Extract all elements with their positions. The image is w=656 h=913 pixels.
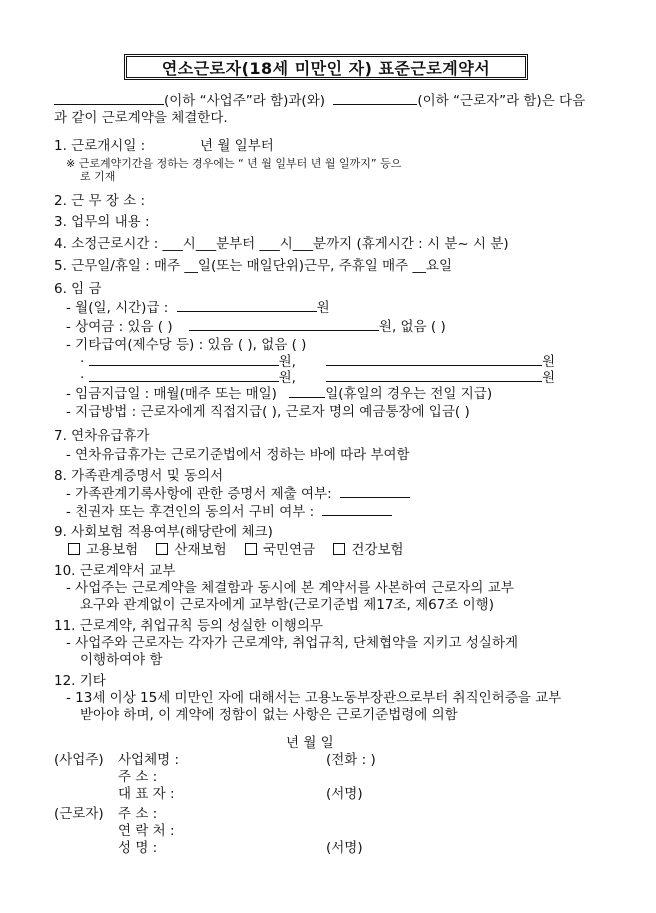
other-pay-blank-3[interactable] [89, 368, 279, 382]
s10-line-1: - 사업주는 근로계약을 체결함과 동시에 본 계약서를 사본하여 근로자의 교부 [66, 580, 514, 596]
wage-amount-blank[interactable] [177, 298, 317, 312]
s1-label: 1. 근로개시일 : [54, 138, 146, 154]
s5-workdays: 5. 근무일/휴일 : 매주 __일(또는 매일단위)근무, 주휴일 매주 __요일 [54, 258, 453, 274]
s3-label: 3. 업무의 내용 : [54, 214, 150, 230]
s1-note-2: 로 기재 [80, 170, 116, 183]
s6-other-item-4: 원 [326, 366, 555, 386]
checkbox-icon [245, 543, 257, 555]
checkbox-icon [156, 543, 168, 555]
contract-date: 년 월 일 [286, 735, 334, 751]
document-title: 연소근로자(18세 미만인 자) 표준근로계약서 [124, 54, 528, 80]
s7-label: 7. 연차유급휴가 [54, 428, 150, 444]
s7-text: - 연차유급휴가는 근로기준법에서 정하는 바에 따라 부여함 [66, 447, 410, 463]
s9-checkbox-row [68, 538, 418, 558]
employer-phone-label: (전화 : ) [326, 752, 376, 768]
s6-other-item-2: 원 [326, 350, 555, 370]
s6-label: 6. 임 금 [54, 281, 102, 297]
worker-address-label: 주 소 : [118, 806, 158, 822]
s4-work-hours: 4. 소정근로시간 : ___시___분부터 ___시___분까지 (휴게시간 : 시 분~ 시 분) [54, 236, 509, 252]
worker-signature[interactable]: (서명) [326, 840, 363, 856]
s10-line-2: 요구와 관계없이 근로자에게 교부함(근로기준법 제17조, 제67조 이행) [80, 597, 494, 613]
s8-item-1: - 가족관계기록사항에 관한 증명서 제출 여부: [66, 482, 410, 502]
employer-name-blank[interactable] [54, 91, 164, 105]
employer-role: (사업주) [54, 752, 104, 768]
employer-signature[interactable]: (서명) [326, 786, 363, 802]
checkbox-industrial-accident[interactable]: 산재보험 [156, 542, 226, 558]
checkbox-employment-insurance[interactable]: 고용보험 [68, 542, 138, 558]
worker-name-label: 성 명 : [118, 840, 158, 856]
intro-line-1: (이하 “사업주”라 함)과(와) (이하 “근로자”라 함)은 다음 [54, 89, 585, 109]
other-pay-blank-2[interactable] [326, 352, 542, 366]
employer-rep-label: 대 표 자 : [118, 786, 175, 802]
s11-line-2: 이행하여야 함 [80, 652, 163, 668]
checkbox-health-insurance[interactable]: 건강보험 [333, 542, 403, 558]
s12-label: 12. 기타 [54, 673, 106, 689]
s11-line-1: - 사업주와 근로자는 각자가 근로계약, 취업규칙, 단체협약을 지키고 성실하게 [66, 635, 519, 651]
payday-blank[interactable] [289, 384, 325, 398]
other-pay-blank-1[interactable] [89, 352, 279, 366]
s10-label: 10. 근로계약서 교부 [54, 563, 176, 579]
s8-item-2: - 친권자 또는 후견인의 동의서 구비 여부 : [66, 500, 392, 520]
s6-bonus-row: - 상여금 : 있음 ( ) 원, 없음 ( ) [66, 319, 446, 335]
checkbox-icon [333, 543, 345, 555]
worker-contact-label: 연 락 처 : [118, 823, 175, 839]
worker-role: (근로자) [54, 806, 104, 822]
s1-note-1: ※ 근로계약기간을 정하는 경우에는 “ 년 월 일부터 년 월 일까지” 등으 [66, 157, 402, 170]
employer-company-label: 사업체명 : [118, 752, 180, 768]
family-cert-blank[interactable] [340, 484, 410, 498]
checkbox-national-pension[interactable]: 국민연금 [245, 542, 315, 558]
s6-other-row: - 기타급여(제수당 등) : 있음 ( ), 없음 ( ) [66, 337, 307, 353]
s6-other-item-3: · 원, [80, 370, 296, 386]
s6-payday-row: - 임금지급일 : 매월(매주 또는 매일) 일(휴일의 경우는 전일 지급) [66, 386, 493, 402]
other-pay-blank-4[interactable] [326, 368, 542, 382]
intro-line-2: 과 같이 근로계약을 체결한다. [54, 110, 228, 126]
bonus-amount-blank[interactable] [189, 317, 379, 331]
s6-wage-row: - 월(일, 시간)급 : 원 [66, 300, 330, 316]
s9-label: 9. 사회보험 적용여부(해당란에 체크) [54, 524, 273, 540]
s2-label: 2. 근 무 장 소 : [54, 193, 146, 209]
s6-method-row: - 지급방법 : 근로자에게 직접지급( ), 근로자 명의 예금통장에 입금( ) [66, 404, 470, 420]
s1-dates: 년 월 일부터 [200, 138, 274, 154]
s11-label: 11. 근로계약, 취업규칙 등의 성실한 이행의무 [54, 618, 323, 634]
employer-address-label: 주 소 : [118, 769, 158, 785]
s6-other-item-1: · 원, [80, 354, 296, 370]
worker-name-blank[interactable] [333, 91, 417, 105]
s12-line-2: 받아야 하며, 이 계약에 정함이 없는 사항은 근로기준법령에 의함 [80, 707, 458, 723]
s8-label: 8. 가족관계증명서 및 동의서 [54, 468, 224, 484]
s12-line-1: - 13세 이상 15세 미만인 자에 대해서는 고용노동부장관으로부터 취직인허증을 교부 [66, 690, 562, 706]
checkbox-icon [68, 543, 80, 555]
guardian-consent-blank[interactable] [322, 502, 392, 516]
